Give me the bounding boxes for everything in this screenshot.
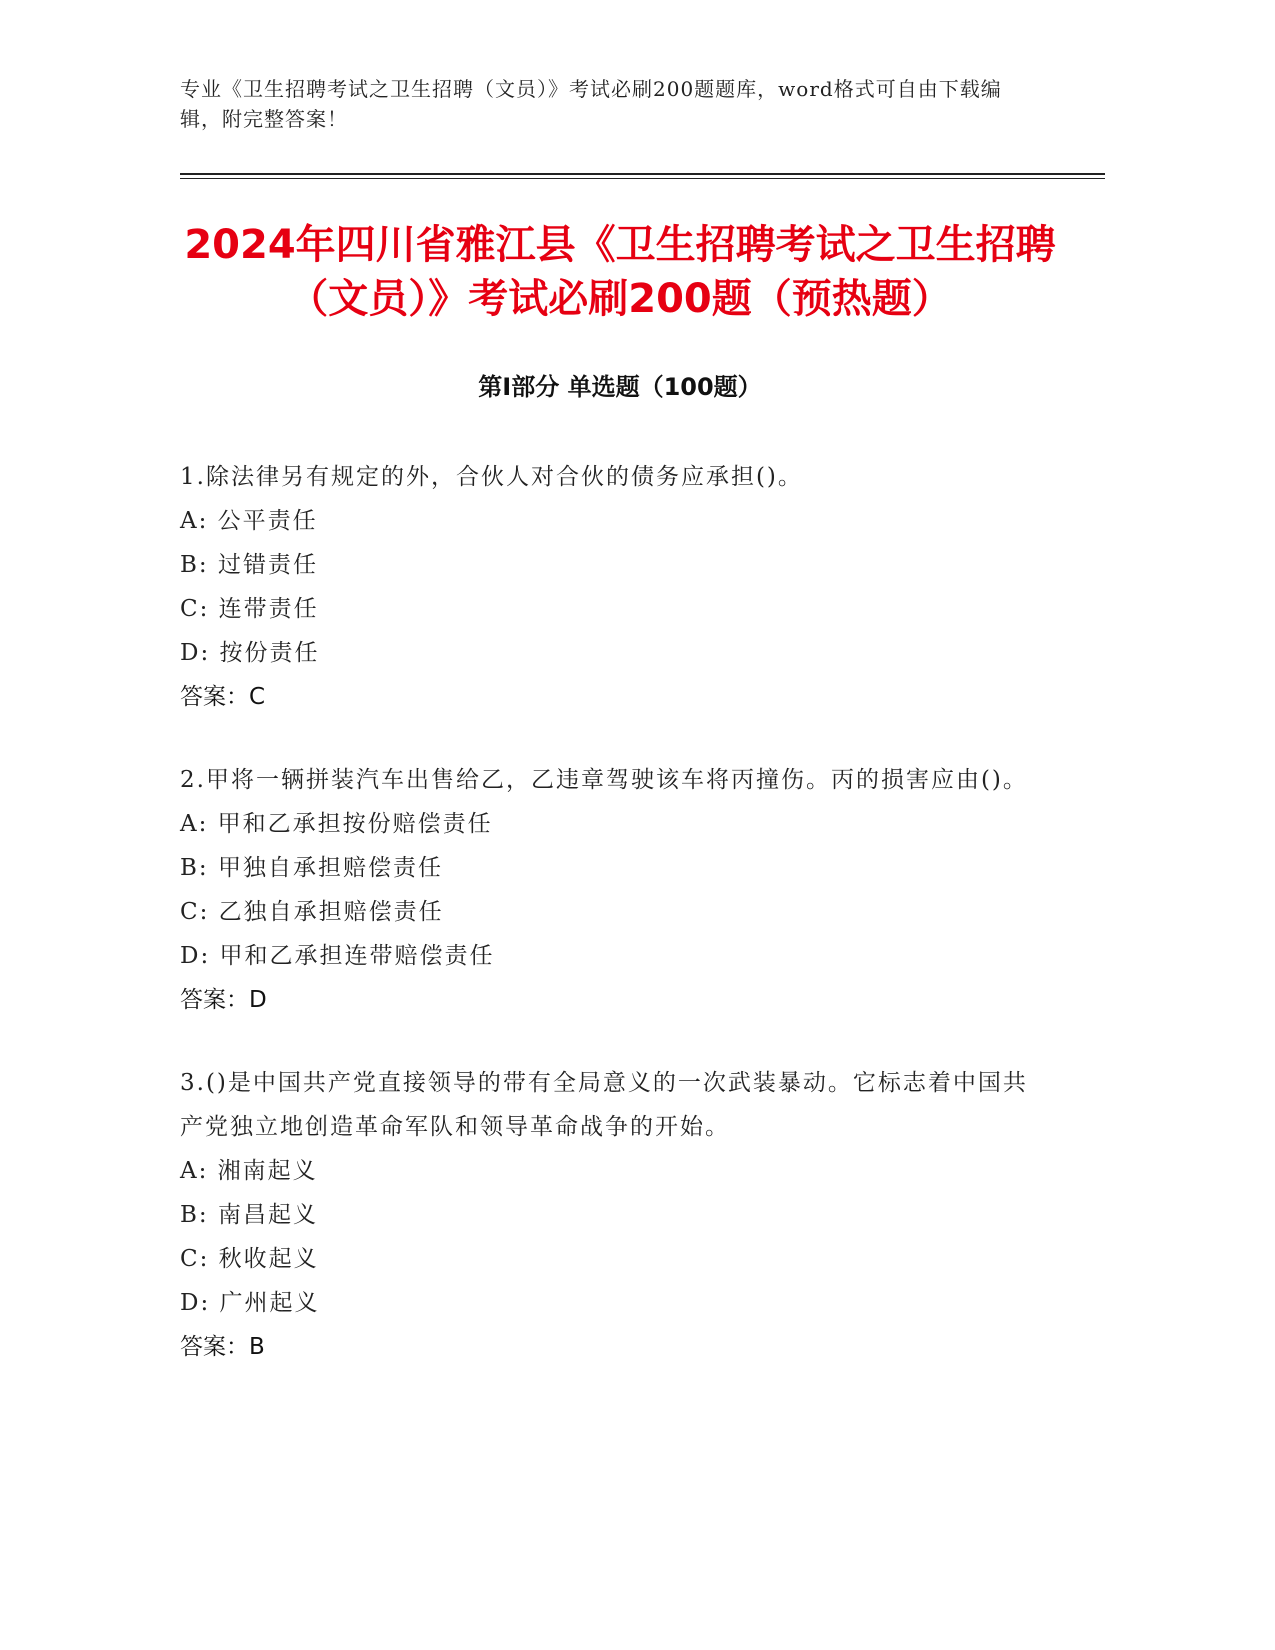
header-divider-thick xyxy=(180,173,1105,175)
question-stem: 1.除法律另有规定的外，合伙人对合伙的债务应承担()。 xyxy=(180,464,803,490)
option-a: A: 甲和乙承担按份赔偿责任 xyxy=(180,811,493,837)
option-c: C: 连带责任 xyxy=(180,596,319,622)
option-d: D: 广州起义 xyxy=(180,1290,320,1316)
section-title: 第Ⅰ部分 单选题（100题） xyxy=(478,373,762,401)
header-note: 专业《卫生招聘考试之卫生招聘（文员）》考试必刷200题题库，word格式可自由下载编辑，附完整答案！ xyxy=(180,77,1002,131)
question-list xyxy=(180,455,1040,1408)
option-d: D: 甲和乙承担连带赔偿责任 xyxy=(180,943,495,969)
option-b: B: 甲独自承担赔偿责任 xyxy=(180,855,443,881)
header-divider-thin xyxy=(180,178,1105,179)
option-c: C: 秋收起义 xyxy=(180,1246,319,1272)
answer-line: 答案：C xyxy=(180,684,266,710)
option-d: D: 按份责任 xyxy=(180,640,320,666)
document-title: 2024年四川省雅江县《卫生招聘考试之卫生招聘（文员）》考试必刷200题（预热题） xyxy=(184,222,1056,322)
option-c: C: 乙独自承担赔偿责任 xyxy=(180,899,444,925)
option-a: A: 湘南起义 xyxy=(180,1158,318,1184)
option-b: B: 南昌起义 xyxy=(180,1202,318,1228)
question-item xyxy=(180,1061,1040,1369)
question-item xyxy=(180,455,1040,719)
question-stem: 2.甲将一辆拼装汽车出售给乙，乙违章驾驶该车将丙撞伤。丙的损害应由()。 xyxy=(180,767,1028,793)
answer-line: 答案：D xyxy=(180,987,267,1013)
answer-line: 答案：B xyxy=(180,1334,265,1360)
question-item xyxy=(180,758,1040,1022)
option-a: A: 公平责任 xyxy=(180,508,318,534)
option-b: B: 过错责任 xyxy=(180,552,318,578)
question-stem: 3.()是中国共产党直接领导的带有全局意义的一次武装暴动。它标志着中国共产党独立地创造革命军队和领导革命战争的开始。 xyxy=(180,1070,1028,1140)
